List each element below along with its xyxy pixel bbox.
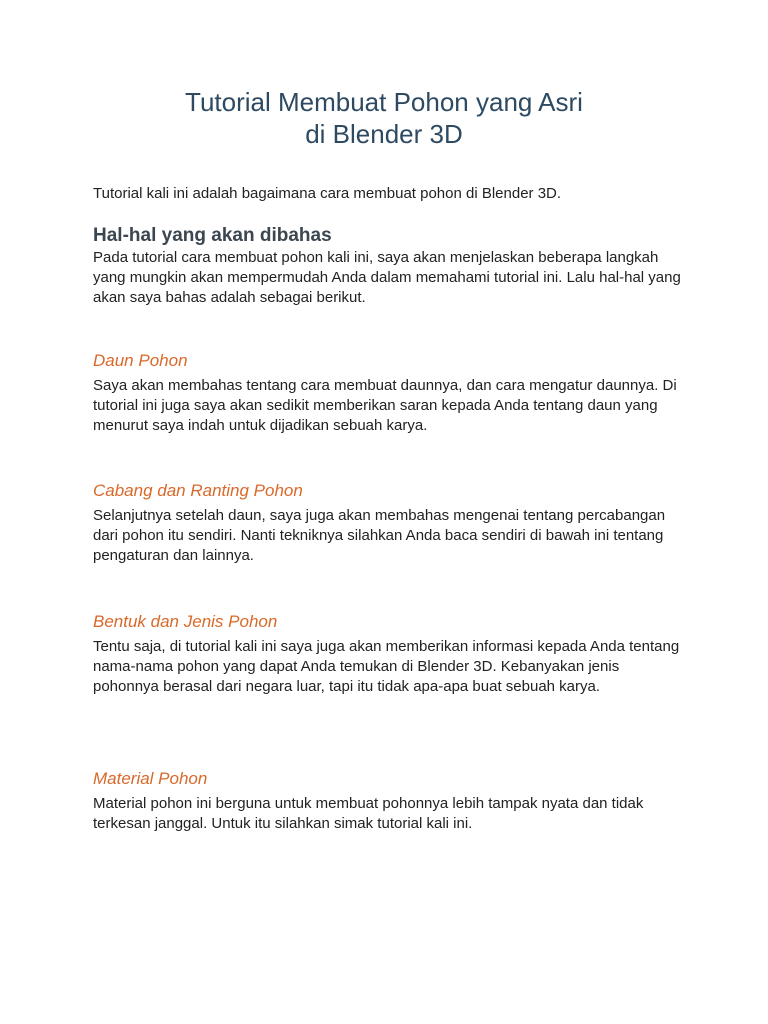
section-heading: Daun Pohon (93, 351, 188, 370)
section-material-pohon (93, 768, 683, 834)
section-paragraph: Saya akan membahas tentang cara membuat daunnya, dan cara mengatur daunnya. Di tutorial ini juga saya akan sedikit memberikan saran kepada Anda tentang daun yang menurut saya indah untuk dijadikan sebuah karya. (93, 377, 677, 434)
section-heading: Material Pohon (93, 769, 208, 788)
document-title (0, 86, 768, 150)
section-cabang-dan-ranting-pohon (93, 480, 683, 566)
section-heading: Cabang dan Ranting Pohon (93, 481, 303, 500)
topics-heading: Hal-hal yang akan dibahas (93, 225, 332, 246)
document-title-line-2: di Blender 3D (305, 119, 463, 149)
section-heading: Bentuk dan Jenis Pohon (93, 612, 278, 631)
topics-paragraph: Pada tutorial cara membuat pohon kali ini, saya akan menjelaskan beberapa langkah yang mungkin akan mempermudah Anda dalam memahami tutorial ini. Lalu hal-hal yang akan saya bahas adalah sebagai berikut. (93, 249, 681, 306)
section-paragraph: Selanjutnya setelah daun, saya juga akan membahas mengenai tentang percabangan dari pohon itu sendiri. Nanti tekniknya silahkan Anda baca sendiri di bawah ini tentang pengaturan dan lainnya. (93, 507, 666, 564)
intro-paragraph: Tutorial kali ini adalah bagaimana cara membuat pohon di Blender 3D. (93, 185, 562, 202)
section-paragraph: Tentu saja, di tutorial kali ini saya juga akan memberikan informasi kepada Anda tentang nama-nama pohon yang dapat Anda temukan di Blender 3D. Kebanyakan jenis pohonnya berasal dari negara luar, tapi itu tidak apa-apa buat sebuah karya. (93, 638, 680, 695)
document-title-line-1: Tutorial Membuat Pohon yang Asri (185, 87, 583, 117)
section-daun-pohon (93, 350, 683, 436)
section-paragraph: Material pohon ini berguna untuk membuat pohonnya lebih tampak nyata dan tidak terkesan janggal. Untuk itu silahkan simak tutorial kali ini. (93, 795, 644, 832)
section-bentuk-dan-jenis-pohon (93, 611, 683, 697)
topics-section (93, 224, 683, 308)
